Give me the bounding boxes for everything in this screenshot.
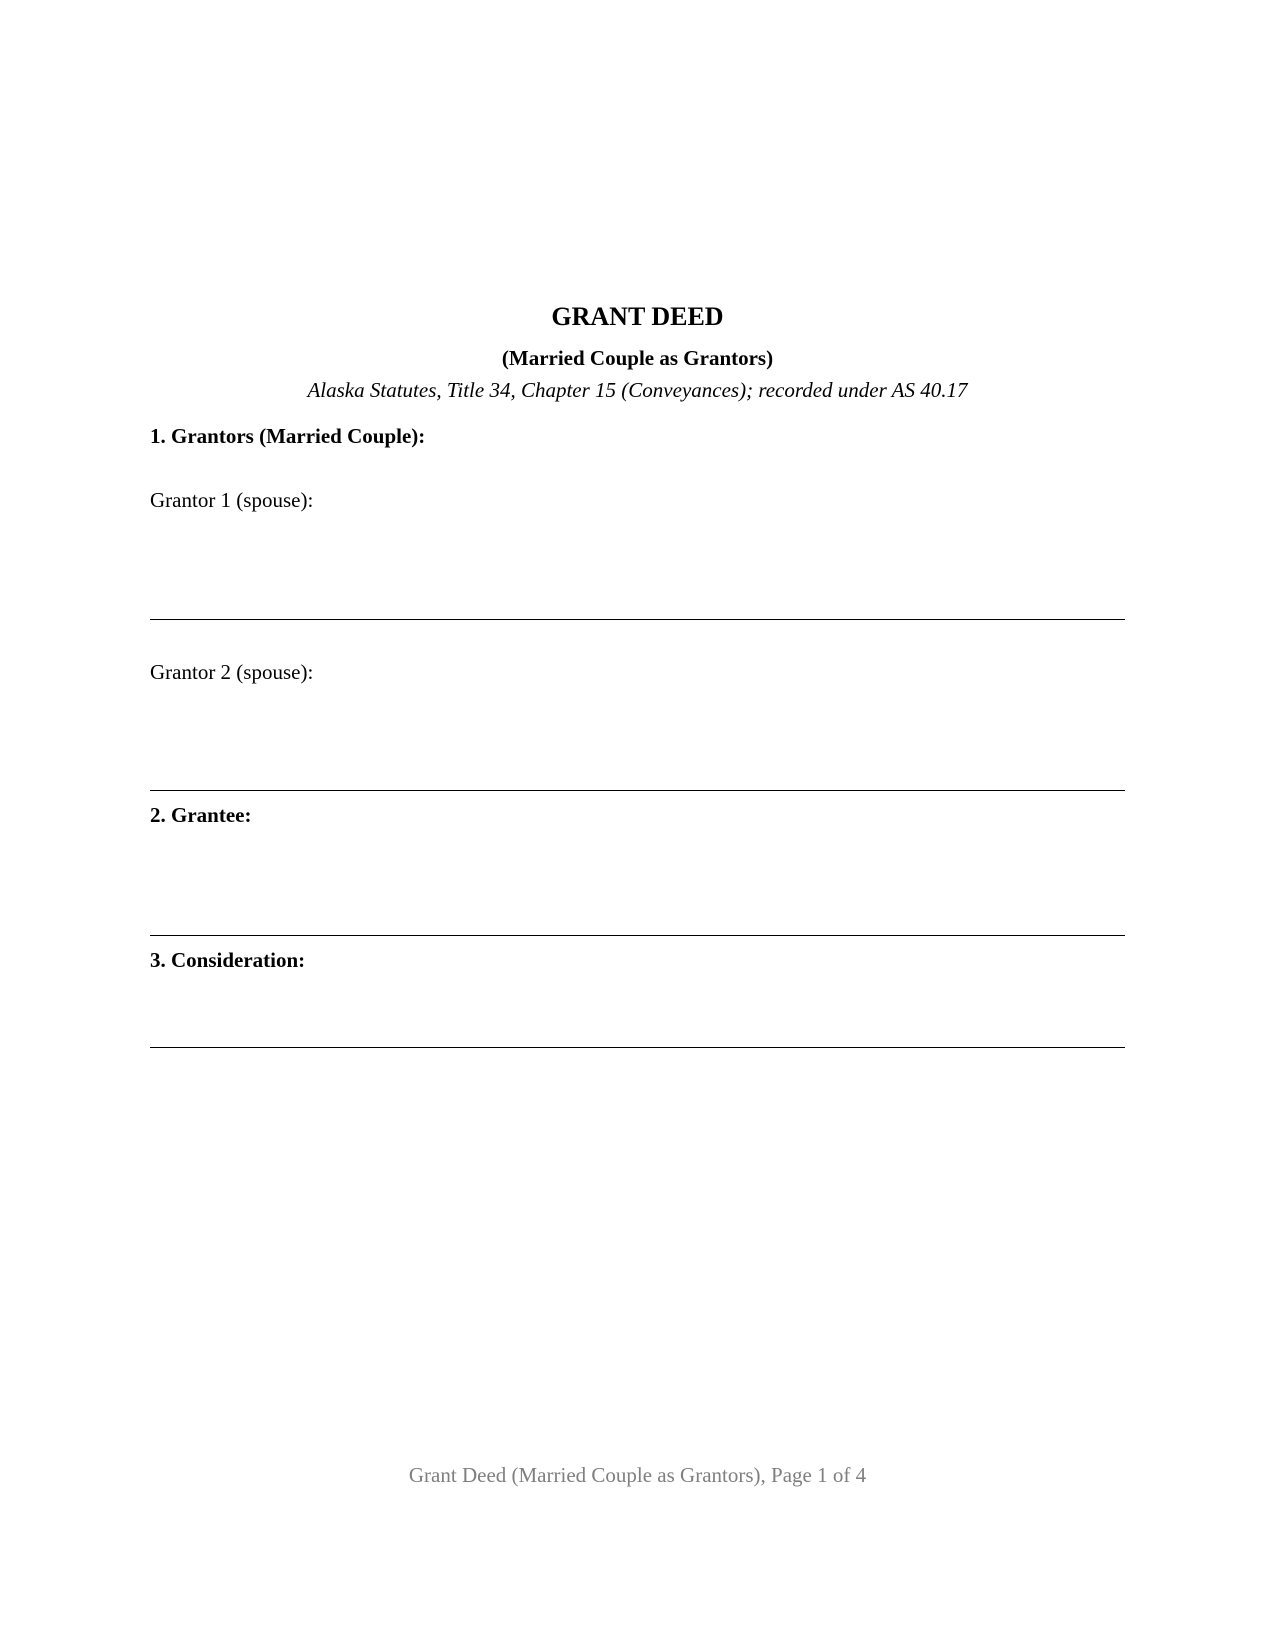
grantor1-signature-line[interactable] [150,619,1125,620]
grantor2-signature-line[interactable] [150,790,1125,791]
section-heading-grantee: 2. Grantee: [150,803,252,827]
document-subtitle: (Married Couple as Grantors) [501,346,774,370]
statute-reference: Alaska Statutes, Title 34, Chapter 15 (Conveyances); recorded under AS 40.17 [307,378,968,402]
consideration-entry-line[interactable] [150,1047,1125,1048]
section-heading-grantors: 1. Grantors (Married Couple): [150,424,426,448]
page-footer: Grant Deed (Married Couple as Grantors), Page 1 of 4 [408,1463,867,1487]
grantor1-label: Grantor 1 (spouse): [150,488,314,512]
grantee-entry-line[interactable] [150,935,1125,936]
document-title: GRANT DEED [551,302,724,331]
section-heading-consideration: 3. Consideration: [150,948,306,972]
grantor2-label: Grantor 2 (spouse): [150,660,314,684]
